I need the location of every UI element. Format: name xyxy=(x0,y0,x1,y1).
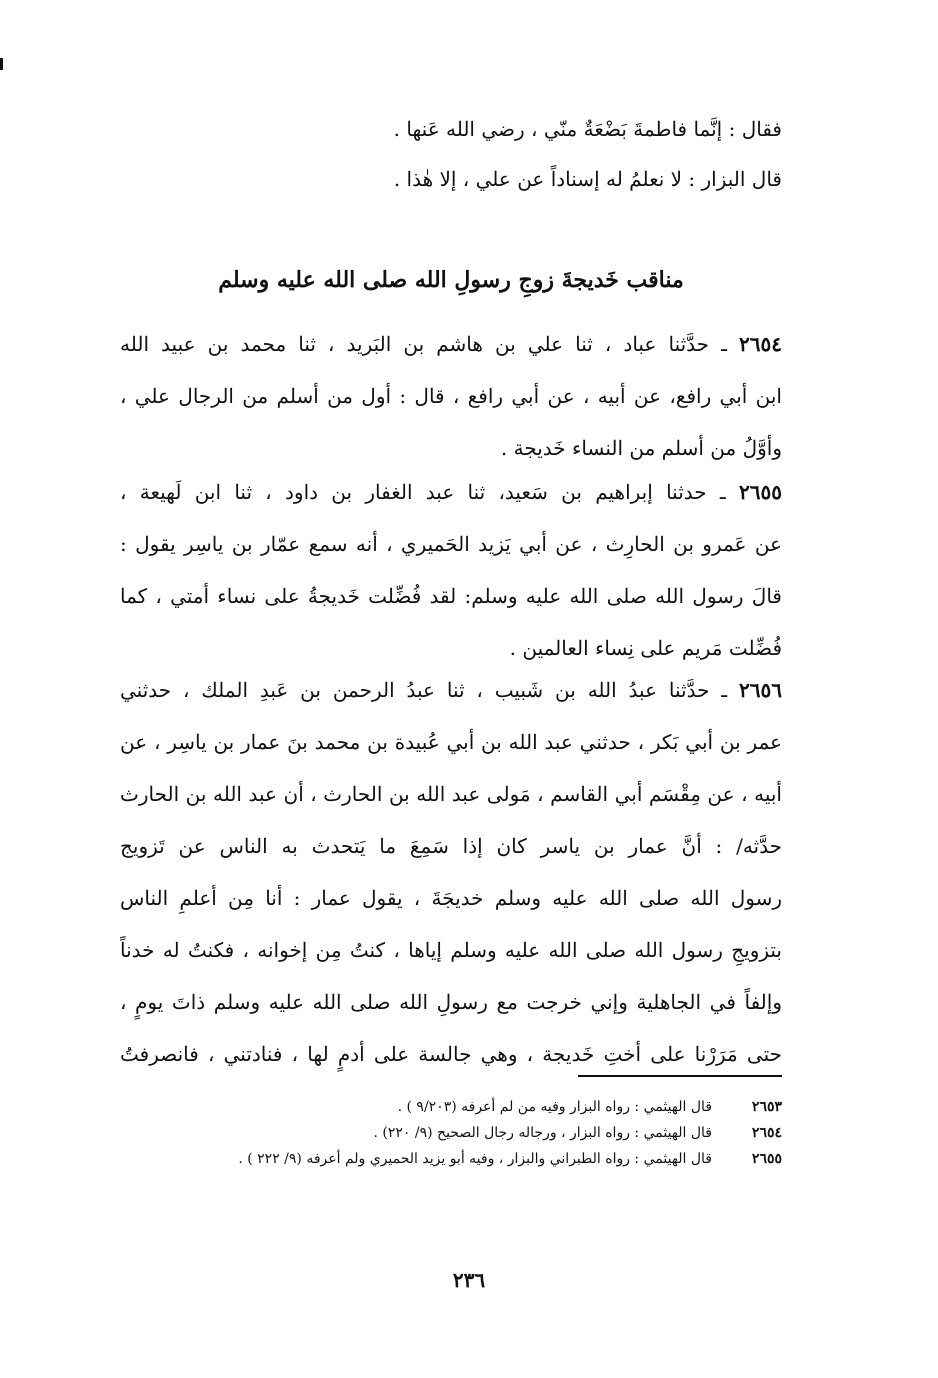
footnote-text: قال الهيثمي : رواه البزار وفيه من لم أعرفه (٩/٢٠٣ ) . xyxy=(397,1099,712,1115)
hadith-line: ابن أبي رافع، عن أبيه ، عن أبي رافع ، قال : أول من أسلم من الرجال علي ، xyxy=(120,384,782,408)
hadith-text: ـ حدَّثنا عبدُ الله بن شَبيب ، ثنا عبدُ الرحمن بن عَبدِ الملك ، حدثني xyxy=(120,678,728,702)
hadith-number: ٢٦٥٤ xyxy=(739,332,782,356)
hadith-2656 xyxy=(120,664,782,1080)
footnote xyxy=(120,1120,782,1146)
hadith-line: عمر بن أبي بَكر ، حدثني عبد الله بن أبي عُبيدة بن محمد بنَ عمار بن ياسِر ، عن xyxy=(120,730,782,754)
hadith-line xyxy=(120,466,782,518)
footnote-text: قال الهيثمي : رواه البزار ، ورجاله رجال الصحيح (٩/ ٢٢٠) . xyxy=(373,1125,712,1141)
footnote-number: ٢٦٥٣ xyxy=(751,1099,782,1115)
hadith-line: أبيه ، عن مِقْسَم أبي القاسم ، مَولى عبد الله بن الحارث ، أن عبد الله بن الحارث xyxy=(120,782,782,806)
hadith-line: وأوَّلُ من أسلم من النساء خَديجة . xyxy=(500,436,782,460)
hadith-2654 xyxy=(120,318,782,474)
section-title: مناقب خَديجةَ زوجِ رسولِ الله صلى الله عليه وسلم xyxy=(218,267,684,293)
hadith-line: قالَ رسول الله صلى الله عليه وسلم: لقد فُضِّلت خَديجةُ على نساء أمتي ، كما xyxy=(120,584,782,608)
hadith-number: ٢٦٥٥ xyxy=(739,480,782,504)
intro-line-2: قال البزار : لا نعلمُ له إسناداً عن علي ، إلا هٰذا . xyxy=(393,167,782,191)
hadith-line: حدَّثه/ : أنَّ عمار بن ياسر كان إذا سَمِعَ ما يَتحدث به الناس عن تَزويج xyxy=(120,834,782,858)
scan-edge-mark xyxy=(0,58,3,70)
footnote xyxy=(120,1094,782,1120)
hadith-line: بتزويجِ رسول الله صلى الله عليه وسلم إياها ، كنتُ مِن إخوانه ، فكنتُ له خدناً xyxy=(120,938,782,962)
hadith-text: ـ حدَّثنا عباد ، ثنا علي بن هاشم بن البَريد ، ثنا محمد بن عبيد الله xyxy=(120,332,727,356)
hadith-line: وإلفاً في الجاهلية وإني خرجت مع رسولِ الله صلى الله عليه وسلم ذاتَ يومٍ ، xyxy=(120,990,782,1014)
hadith-line: رسول الله صلى الله عليه وسلم خديجَةَ ، يقول عمار : أنا مِن أعلمِ الناس xyxy=(120,886,782,910)
hadith-line xyxy=(120,664,782,716)
intro-block xyxy=(120,104,782,204)
hadith-line xyxy=(120,318,782,370)
hadith-2655 xyxy=(120,466,782,674)
hadith-line: حتى مَرَرْنا على أختِ خَديجة ، وهي جالسة على أدمٍ لها ، فنادتني ، فانصرفتُ xyxy=(120,1042,782,1066)
intro-line-1: فقال : إنَّما فاطمةَ بَضْعَةٌ منّي ، رضي الله عَنها . xyxy=(393,117,782,141)
footnote-text: قال الهيثمي : رواه الطبراني والبزار ، وفيه أبو يزيد الحميري ولم أعرفه (٩/ ٢٢٢ ) . xyxy=(238,1151,712,1167)
footnote-number: ٢٦٥٤ xyxy=(751,1125,782,1141)
hadith-text: ـ حدثنا إبراهيم بن سَعيد، ثنا عبد الغفار بن داود ، ثنا ابن لَهيعة ، xyxy=(120,480,726,504)
footnote-divider xyxy=(578,1075,782,1077)
footnote-number: ٢٦٥٥ xyxy=(751,1151,782,1167)
footnote xyxy=(120,1146,782,1172)
footnotes xyxy=(120,1094,782,1172)
hadith-line: عن عَمرو بن الحارِث ، عن أبي يَزيد الحَميري ، أنه سمع عمّار بن ياسِر يقول : xyxy=(120,532,782,556)
page-number: ٢٣٦ xyxy=(452,1268,486,1292)
hadith-line: فُضِّلت مَريم على نِساء العالمين . xyxy=(509,636,782,660)
hadith-number: ٢٦٥٦ xyxy=(739,678,782,702)
